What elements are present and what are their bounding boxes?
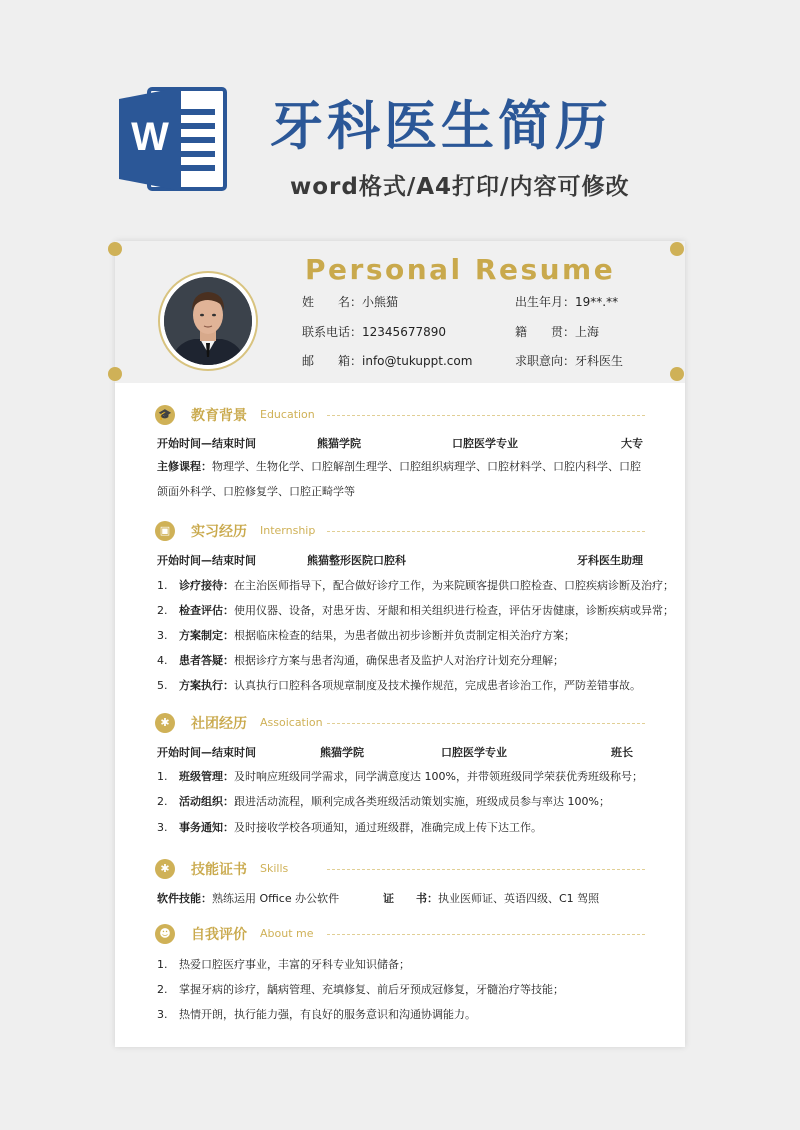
name-field — [302, 293, 398, 310]
education-section-header — [155, 404, 645, 428]
email-label: 邮 箱： — [302, 354, 363, 368]
resume-page — [115, 241, 685, 1047]
item-number: 2. — [157, 983, 168, 996]
about-section-header — [155, 923, 645, 947]
education-major: 口腔医学专业 — [452, 437, 518, 450]
name-label: 姓 名： — [302, 295, 363, 309]
banner-subtitle: word格式/A4打印/内容可修改 — [290, 174, 630, 200]
association-dept: 口腔医学专业 — [441, 746, 507, 759]
briefcase-icon: ▣ — [155, 521, 175, 541]
profile-photo-frame — [158, 271, 258, 371]
item-text: 根据临床检查的结果，为患者做出初步诊断并负责制定相关治疗方案； — [234, 629, 575, 642]
item-label: 方案执行： — [179, 679, 234, 692]
gear-icon: ✱ — [155, 859, 175, 879]
item-number: 3. — [157, 1008, 168, 1021]
internship-item — [157, 677, 645, 693]
email-value: info@tukuppt.com — [362, 354, 473, 368]
education-period: 开始时间—结束时间 — [157, 437, 256, 450]
item-text: 根据诊疗方案与患者沟通，确保患者及监护人对治疗计划充分理解； — [234, 654, 564, 667]
association-period: 开始时间—结束时间 — [157, 746, 256, 759]
resume-title: Personal Resume — [305, 253, 616, 286]
item-number: 3. — [157, 629, 168, 642]
name-value: 小熊猫 — [362, 295, 399, 309]
item-number: 5. — [157, 679, 168, 692]
about-title: 自我评价 — [191, 927, 247, 943]
skills-section-header — [155, 858, 645, 882]
cert-label: 证 书： — [383, 892, 438, 905]
section-divider — [327, 531, 645, 532]
internship-item — [157, 627, 645, 643]
item-label: 事务通知： — [179, 821, 234, 834]
internship-row — [157, 552, 643, 568]
corner-dot — [108, 367, 122, 381]
corner-dot — [670, 367, 684, 381]
item-text: 跟进活动流程，顺利完成各类班级活动策划实施，班级成员参与率达 100%； — [234, 795, 610, 808]
internship-item — [157, 577, 674, 593]
certificates — [383, 890, 599, 906]
association-section-header — [155, 712, 645, 736]
skills-title-en: Skills — [260, 862, 289, 875]
item-number: 3. — [157, 821, 168, 834]
software-skill — [157, 890, 339, 906]
association-role: 班长 — [611, 746, 633, 759]
association-item — [157, 768, 645, 784]
item-number: 2. — [157, 795, 168, 808]
association-item — [157, 793, 645, 809]
internship-title-en: Internship — [260, 524, 316, 537]
email-field — [302, 352, 472, 369]
item-text: 使用仪器、设备，对患牙齿、牙龈和相关组织进行检查，评估牙齿健康，诊断疾病或异常； — [234, 604, 674, 617]
phone-value: 12345677890 — [362, 325, 446, 339]
person-avatar-icon — [164, 277, 252, 365]
internship-role: 牙科医生助理 — [577, 554, 643, 567]
internship-item — [157, 602, 674, 618]
item-label: 班级管理： — [179, 770, 234, 783]
association-title: 社团经历 — [191, 716, 247, 732]
education-courses — [157, 454, 645, 504]
intent-field — [515, 352, 623, 369]
hometown-value: 上海 — [575, 325, 600, 339]
item-text: 及时响应班级同学需求，同学满意度达 100%，并带领班级同学荣获优秀班级称号； — [234, 770, 643, 783]
internship-org: 熊猫整形医院口腔科 — [307, 554, 406, 567]
item-number: 1. — [157, 579, 168, 592]
section-divider — [327, 415, 645, 416]
graduation-cap-icon: 🎓 — [155, 405, 175, 425]
item-text: 掌握牙病的诊疗，龋病管理、充填修复、前后牙预成冠修复，牙髓治疗等技能； — [179, 983, 564, 996]
courses-text: 物理学、生物化学、口腔解剖生理学、口腔组织病理学、口腔材料学、口腔内科学、口腔颌面外科学、口腔修复学、口腔正畸学等 — [157, 460, 641, 498]
intent-label: 求职意向： — [515, 354, 576, 368]
profile-photo — [164, 277, 252, 365]
word-icon-letter: W — [131, 115, 169, 159]
item-number: 1. — [157, 770, 168, 783]
item-text: 热情开朗，执行能力强，有良好的服务意识和沟通协调能力。 — [179, 1008, 476, 1021]
software-label: 软件技能： — [157, 892, 212, 905]
skills-title: 技能证书 — [191, 862, 247, 878]
education-title-en: Education — [260, 408, 315, 421]
about-item — [157, 1006, 645, 1022]
skills-row — [157, 890, 643, 906]
item-text: 在主治医师指导下，配合做好诊疗工作，为来院顾客提供口腔检查、口腔疾病诊断及治疗； — [234, 579, 674, 592]
gear-icon: ✱ — [155, 713, 175, 733]
corner-dot — [670, 242, 684, 256]
birth-field — [515, 293, 618, 310]
internship-title: 实习经历 — [191, 524, 247, 540]
item-number: 4. — [157, 654, 168, 667]
item-number: 1. — [157, 958, 168, 971]
intent-value: 牙科医生 — [575, 354, 624, 368]
courses-label: 主修课程： — [157, 460, 212, 473]
education-row — [157, 435, 643, 451]
section-divider — [327, 723, 645, 724]
item-text: 热爱口腔医疗事业，丰富的牙科专业知识储备； — [179, 958, 410, 971]
item-text: 认真执行口腔科各项规章制度及技术操作规范，完成患者诊治工作，严防差错事故。 — [234, 679, 641, 692]
item-label: 方案制定： — [179, 629, 234, 642]
birth-value: 19**.** — [575, 295, 619, 309]
item-label: 患者答疑： — [179, 654, 234, 667]
education-degree: 大专 — [621, 437, 643, 450]
phone-label: 联系电话： — [302, 325, 363, 339]
item-label: 检查评估： — [179, 604, 234, 617]
about-title-en: About me — [260, 927, 314, 940]
association-row — [157, 744, 643, 760]
about-item — [157, 981, 645, 997]
item-text: 及时接收学校各项通知，通过班级群，准确完成上传下达工作。 — [234, 821, 542, 834]
internship-period: 开始时间—结束时间 — [157, 554, 256, 567]
association-title-en: Assoication — [260, 716, 323, 729]
cert-value: 执业医师证、英语四级、C1 驾照 — [438, 892, 600, 905]
section-divider — [327, 869, 645, 870]
hometown-field — [515, 323, 599, 340]
software-value: 熟练运用 Office 办公软件 — [212, 892, 340, 905]
banner-title: 牙科医生简历 — [270, 96, 612, 157]
internship-section-header — [155, 520, 645, 544]
about-item — [157, 956, 645, 972]
internship-item — [157, 652, 645, 668]
section-divider — [327, 934, 645, 935]
association-item — [157, 819, 645, 835]
birth-label: 出生年月： — [515, 295, 576, 309]
education-title: 教育背景 — [191, 408, 247, 424]
education-school: 熊猫学院 — [317, 437, 361, 450]
hometown-label: 籍 贯： — [515, 325, 576, 339]
item-number: 2. — [157, 604, 168, 617]
association-org: 熊猫学院 — [320, 746, 364, 759]
item-label: 诊疗接待： — [179, 579, 234, 592]
phone-field — [302, 323, 446, 340]
user-icon: ☻ — [155, 924, 175, 944]
corner-dot — [108, 242, 122, 256]
promo-banner — [0, 0, 800, 240]
item-label: 活动组织： — [179, 795, 234, 808]
